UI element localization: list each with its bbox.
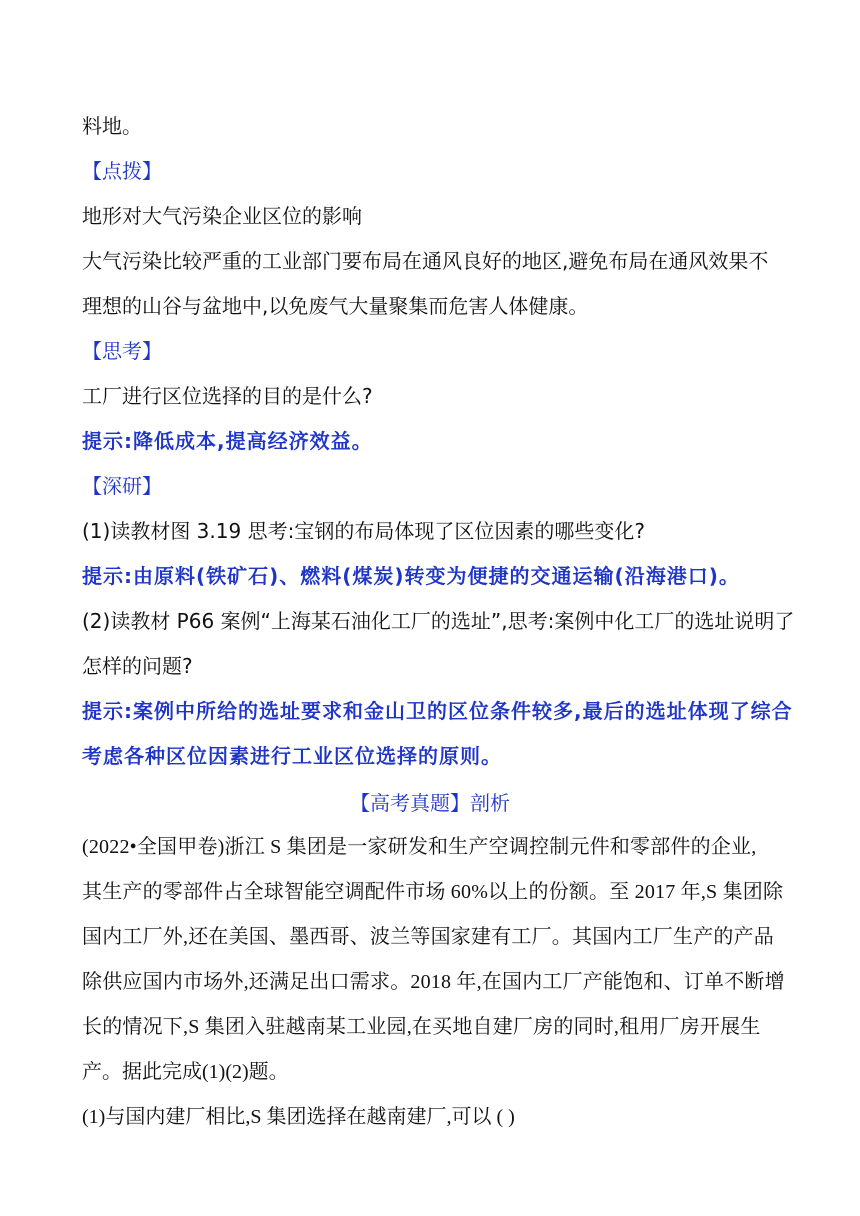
heading-dianbo: 【点拨】 xyxy=(82,159,162,183)
hint-line: 提示:案例中所给的选址要求和金山卫的区位条件较多,最后的选址体现了综合 xyxy=(82,699,793,723)
hint-line: 提示:降低成本,提高经济效益。 xyxy=(82,429,373,453)
text-line: 理想的山谷与盆地中,以免废气大量聚集而危害人体健康。 xyxy=(82,294,589,318)
heading-sikao: 【思考】 xyxy=(82,339,162,363)
text-line: 地形对大气污染企业区位的影响 xyxy=(82,204,362,228)
paragraph-line: 国内工厂外,还在美国、墨西哥、波兰等国家建有工厂。其国内工厂生产的产品 xyxy=(82,926,774,948)
question-line: 工厂进行区位选择的目的是什么? xyxy=(82,384,373,408)
paragraph-line: 长的情况下,S 集团入驻越南某工业园,在买地自建厂房的同时,租用厂房开展生 xyxy=(82,1016,761,1038)
paragraph-line: 产。据此完成(1)(2)题。 xyxy=(82,1061,289,1083)
question-line: (1)读教材图 3.19 思考:宝钢的布局体现了区位因素的哪些变化? xyxy=(82,519,645,543)
paragraph-line: 其生产的零部件占全球智能空调配件市场 60%以上的份额。至 2017 年,S 集团除 xyxy=(82,881,784,903)
heading-shenyan: 【深研】 xyxy=(82,474,162,498)
section-title: 【高考真题】剖析 xyxy=(350,791,510,815)
question-line: (1)与国内建厂相比,S 集团选择在越南建厂,可以 ( ) xyxy=(82,1106,515,1128)
hint-line: 考虑各种区位因素进行工业区位选择的原则。 xyxy=(82,744,502,768)
paragraph-line: 除供应国内市场外,还满足出口需求。2018 年,在国内工厂产能饱和、订单不断增 xyxy=(82,971,785,993)
paragraph-line: (2022•全国甲卷)浙江 S 集团是一家研发和生产空调控制元件和零部件的企业, xyxy=(82,836,757,858)
hint-line: 提示:由原料(铁矿石)、燃料(煤炭)转变为便捷的交通运输(沿海港口)。 xyxy=(82,564,740,588)
question-line: 怎样的问题? xyxy=(82,654,193,678)
question-line: (2)读教材 P66 案例“上海某石油化工厂的选址”,思考:案例中化工厂的选址说明了 xyxy=(82,609,795,633)
text-line: 料地。 xyxy=(82,114,142,138)
text-line: 大气污染比较严重的工业部门要布局在通风良好的地区,避免布局在通风效果不 xyxy=(82,249,769,273)
